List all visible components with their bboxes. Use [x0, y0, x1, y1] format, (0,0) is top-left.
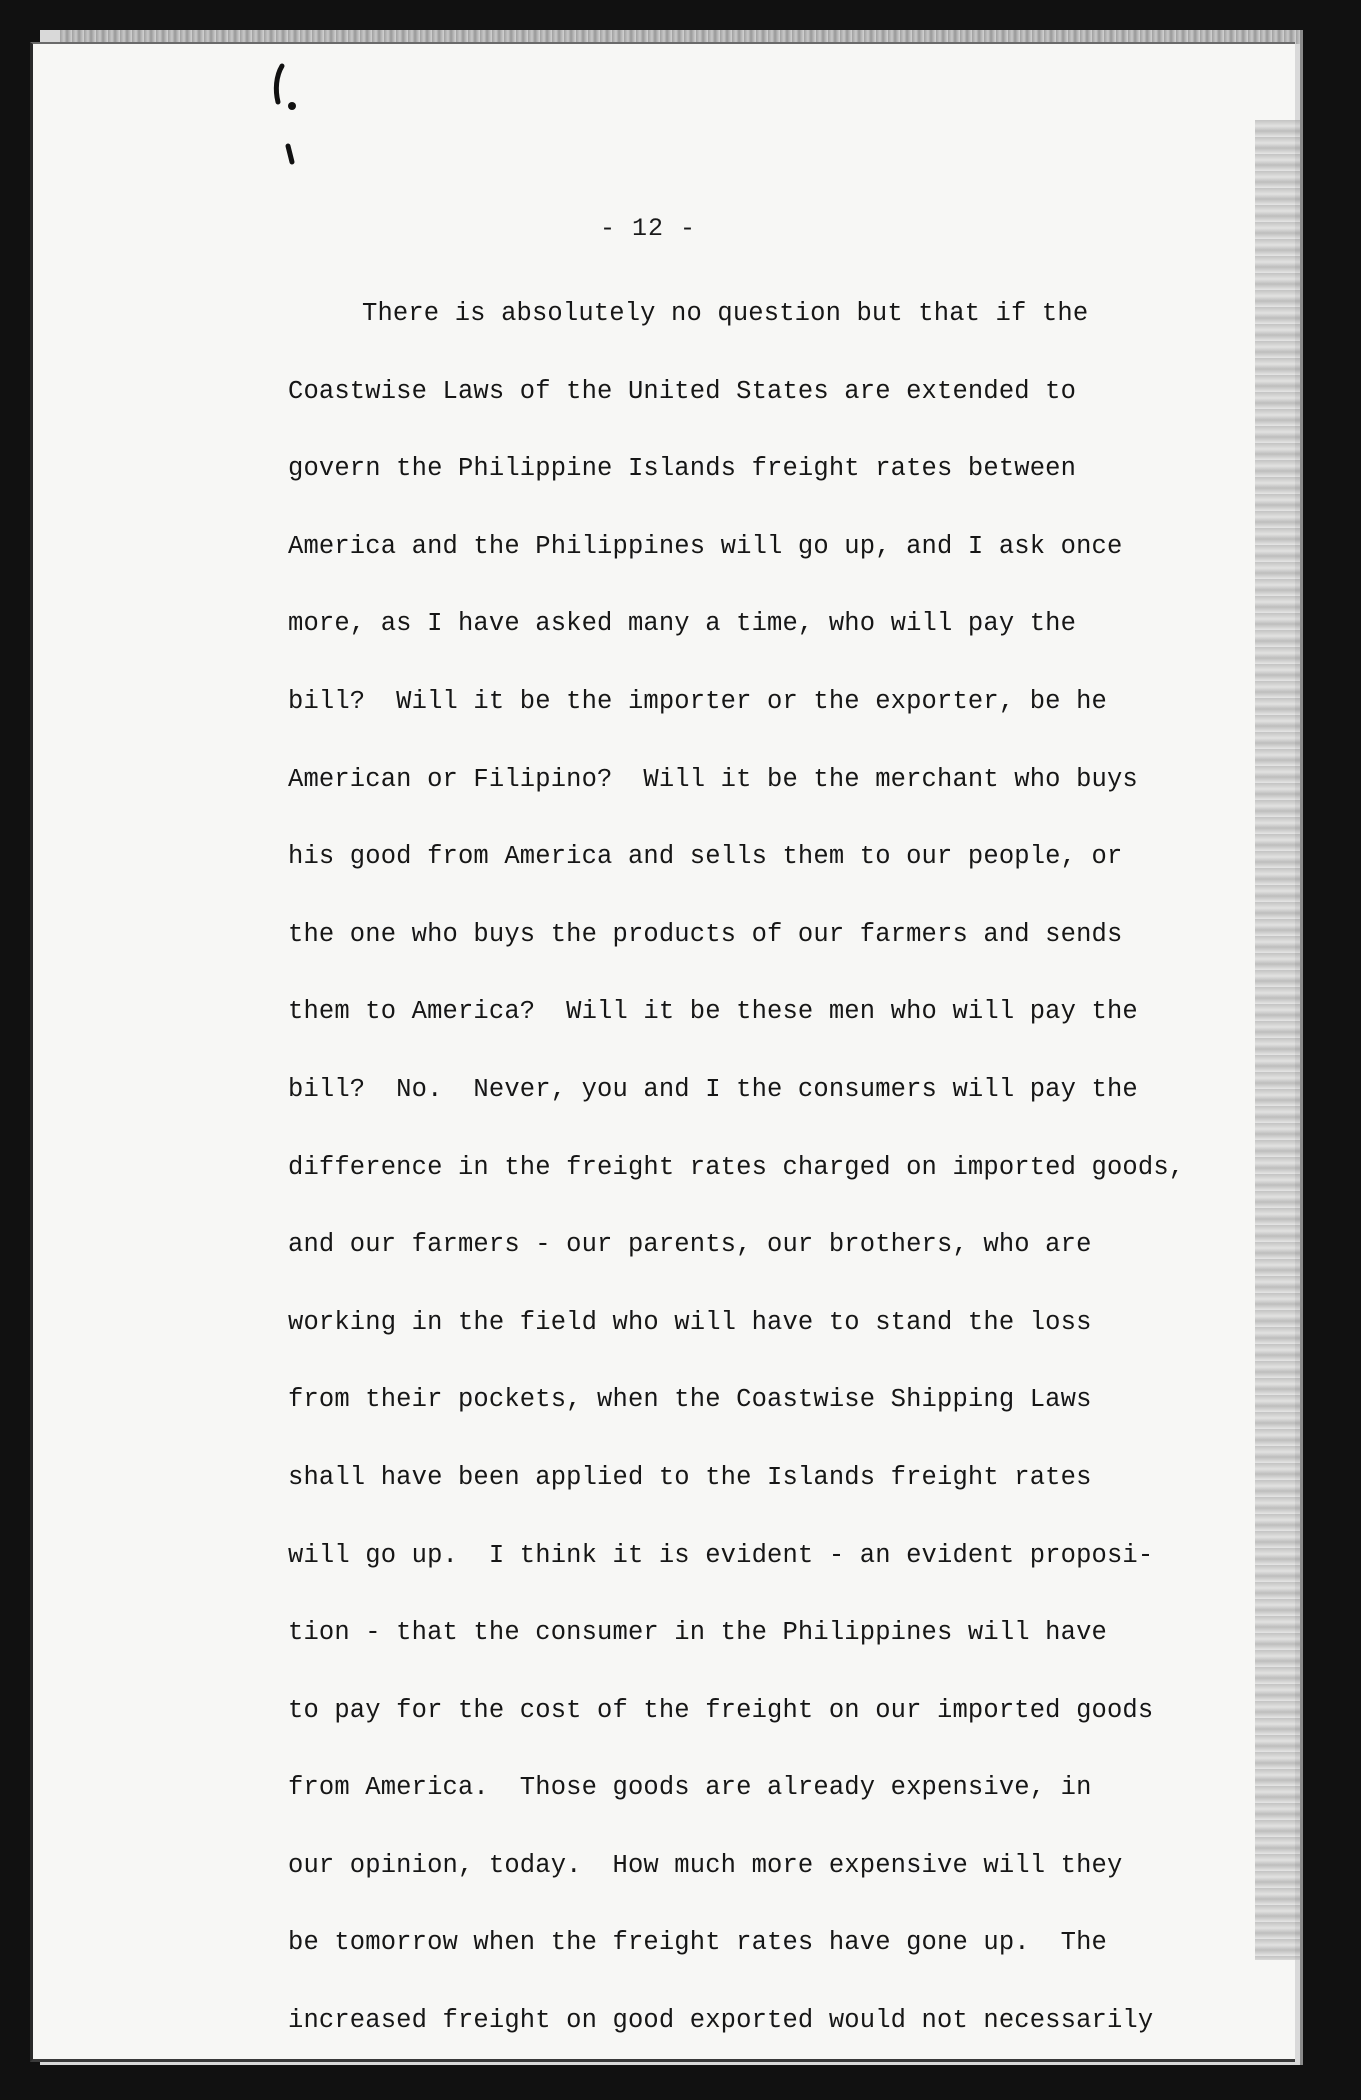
text-line: There is absolutely no question but that if the [362, 299, 1089, 328]
text-line: from America. Those goods are already expensive, in [288, 1773, 1092, 1803]
text-line: bill? No. Never, you and I the consumers will pay the [288, 1074, 1138, 1104]
text-line: will go up. I think it is evident - an evident proposi- [288, 1540, 1154, 1570]
text-line: his good from America and sells them to our people, or [288, 842, 1123, 872]
text-line: Coastwise Laws of the United States are extended to [288, 376, 1077, 406]
text-line: bill? Will it be the importer or the exporter, be he [288, 686, 1107, 716]
text-line: from their pockets, when the Coastwise Shipping Laws [288, 1385, 1092, 1415]
text-line: increased freight on good exported would not necessarily [288, 2006, 1154, 2036]
text-line: be tomorrow when the freight rates have gone up. The [288, 1928, 1107, 1958]
text-line: American or Filipino? Will it be the merchant who buys [288, 764, 1138, 794]
text-line: America and the Philippines will go up, and I ask once [288, 531, 1123, 561]
text-line: difference in the freight rates charged on imported goods, [288, 1152, 1185, 1182]
text-line: tion - that the consumer in the Philippines will have [288, 1618, 1107, 1648]
text-line: shall have been applied to the Islands freight rates [288, 1462, 1092, 1492]
text-line: them to America? Will it be these men who will pay the [288, 997, 1138, 1027]
typewritten-body [288, 295, 1298, 2080]
text-line: to pay for the cost of the freight on our imported goods [288, 1695, 1154, 1725]
handwritten-mark [270, 62, 310, 172]
text-line: our opinion, today. How much more expensive will they [288, 1850, 1123, 1880]
text-line: working in the field who will have to stand the loss [288, 1307, 1092, 1337]
text-line: more, as I have asked many a time, who will pay the [288, 609, 1077, 639]
text-line: the one who buys the products of our farmers and sends [288, 919, 1123, 949]
text-line: govern the Philippine Islands freight rates between [288, 454, 1077, 484]
page-number: - 12 - [600, 214, 697, 243]
text-line: and our farmers - our parents, our brothers, who are [288, 1230, 1092, 1260]
